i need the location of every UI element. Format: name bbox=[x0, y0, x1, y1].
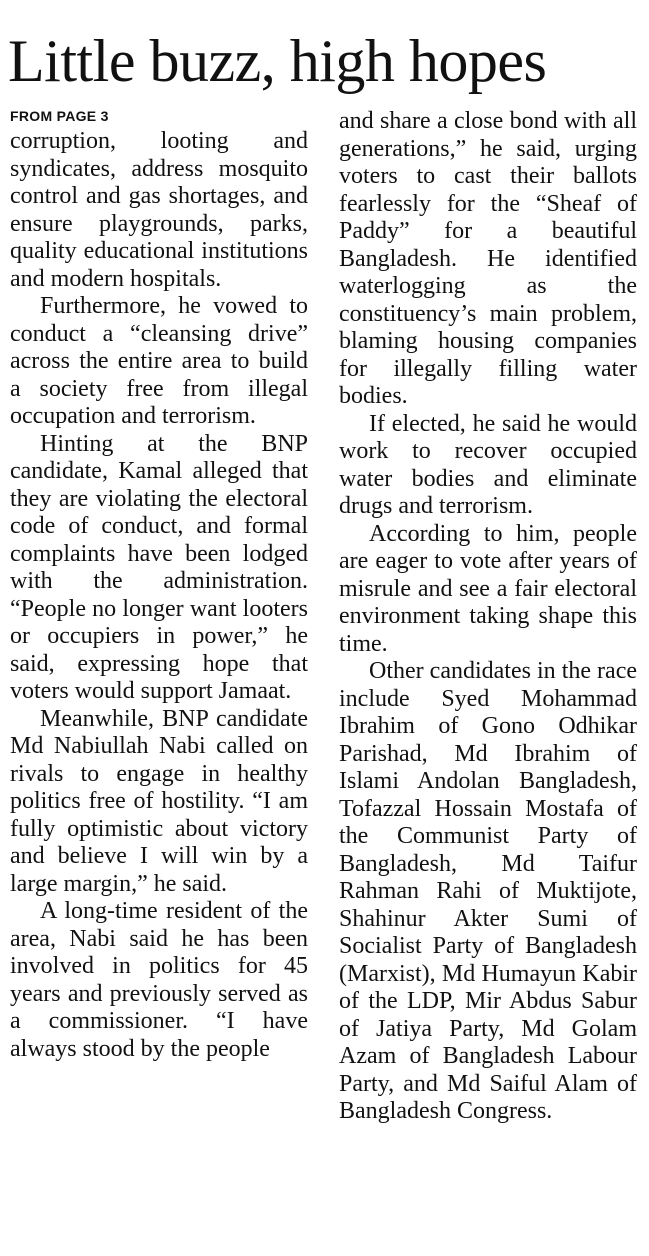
article-paragraph: Furthermore, he vowed to conduct a “cleansing drive” across the entire area to build a society free from illegal occupation and terrorism. bbox=[10, 293, 308, 429]
continuation-kicker: FROM PAGE 3 bbox=[10, 108, 109, 124]
article-paragraph: and share a close bond with all generations,” he said, urging voters to cast their ballots fearlessly for the “Sheaf of Paddy” for a beautiful Bangladesh. He identified waterlogging as the constituency’s main problem, blaming housing companies for illegally filling water bodies. bbox=[339, 108, 637, 409]
article-column-left bbox=[10, 106, 308, 1063]
article-paragraph: corruption, looting and syndicates, address mosquito control and gas shortages, and ensure playgrounds, parks, quality educational institutions and modern hospitals. bbox=[10, 128, 308, 292]
article-column-right bbox=[339, 108, 637, 1126]
article-paragraph: Hinting at the BNP candidate, Kamal alleged that they are violating the electoral code of conduct, and formal complaints have been lodged with the administration. “People no longer want looters or occupiers in power,” he said, expressing hope that voters would support Jamaat. bbox=[10, 430, 308, 704]
article-paragraph: According to him, people are eager to vote after years of misrule and see a fair electoral environment taking shape this time. bbox=[339, 520, 637, 657]
article-paragraph: If elected, he said he would work to recover occupied water bodies and eliminate drugs and terrorism. bbox=[339, 410, 637, 519]
article-paragraph: A long-time resident of the area, Nabi said he has been involved in politics for 45 years and previously served as a commissioner. “I have always stood by the people bbox=[10, 898, 308, 1062]
article-paragraph: Other candidates in the race include Syed Mohammad Ibrahim of Gono Odhikar Parishad, Md Ibrahim of Islami Andolan Bangladesh, Tofazzal Hossain Mostafa of the Communist Party of Bangladesh, Md Taifur Rahman Rahi of Muktijote, Shahinur Akter Sumi of Socialist Party of Bangladesh (Marxist), Md Humayun Kabir of the LDP, Mir Abdus Sabur of Jatiya Party, Md Golam Azam of Bangladesh Labour Party, and Md Saiful Alam of Bangladesh Congress. bbox=[339, 658, 637, 1124]
article-paragraph: Meanwhile, BNP candidate Md Nabiullah Nabi called on rivals to engage in healthy politics free of hostility. “I am fully optimistic about victory and believe I will win by a large margin,” he said. bbox=[10, 705, 308, 897]
article-headline: Little buzz, high hopes bbox=[8, 28, 547, 94]
